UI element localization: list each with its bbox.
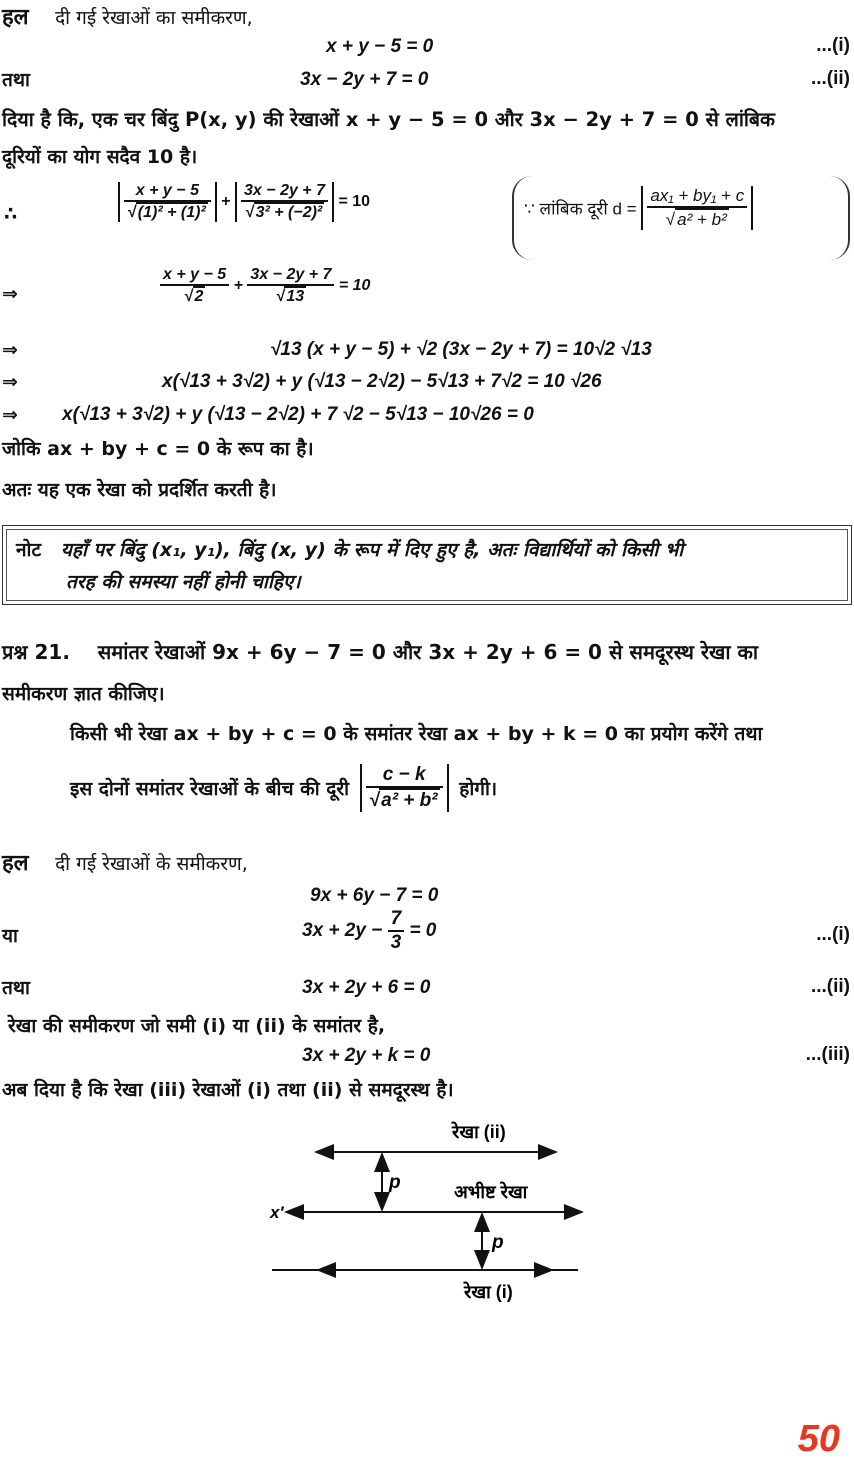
- tip-numerator: c − k: [366, 764, 443, 788]
- frac2-denominator: 3² + (−2)²: [255, 204, 323, 221]
- step-2: √13 (x + y − 5) + √2 (3x − 2y + 7) = 10√2 √13: [270, 339, 652, 360]
- abs-fraction-2: $\frac{3x - 2y + 7}{\text{√ 3² + (−2)²}}$: [235, 182, 334, 222]
- equation-3: 3x + 2y + k = 0: [302, 1045, 431, 1066]
- eq1-denominator: 3: [390, 932, 402, 953]
- x-prime-label: x′: [270, 1203, 284, 1222]
- equation-1-tag: ...(i): [816, 35, 850, 56]
- tip-text-b: होगी।: [459, 778, 498, 800]
- step1-numerator-2: 3x − 2y + 7: [247, 266, 334, 286]
- frac2-numerator: 3x − 2y + 7: [241, 182, 328, 202]
- equation-2-tag: ...(ii): [810, 68, 850, 89]
- hint-content: [524, 186, 753, 230]
- ya-label: या: [2, 925, 18, 947]
- question-21-line-1: [2, 640, 758, 664]
- implies-4: ⇒: [2, 404, 18, 426]
- implies-1: ⇒: [2, 283, 18, 305]
- tip-abs-fraction: $\frac{c - k}{\text{√ a² + b²}}$: [360, 764, 449, 812]
- hint-abs-fraction: $\frac{\text{ax₁ + by₁ + c}}{\text{√ a² + b²}}$: [641, 186, 753, 230]
- therefore-symbol: ∴: [4, 203, 18, 225]
- note-line-1: [16, 538, 683, 562]
- note-label: नोट: [16, 539, 42, 561]
- tatha-label: तथा: [2, 69, 30, 91]
- tip-denominator: a² + b²: [381, 790, 438, 811]
- equation-2b-tag: ...(ii): [810, 976, 850, 997]
- question-text-1: समांतर रेखाओं 9x + 6y − 7 = 0 और 3x + 2y + 6 = 0 से समदूरस्थ रेखा का: [97, 640, 759, 664]
- required-line-label: अभीष्ट रेखा: [454, 1182, 528, 1202]
- question-text-2: समीकरण ज्ञात कीजिए।: [2, 683, 165, 705]
- equation-1b-tag: ...(i): [816, 924, 850, 945]
- frac1-numerator: x + y − 5: [124, 182, 211, 202]
- sol1-heading-line: [2, 6, 253, 30]
- tip-line-1: किसी भी रेखा ax + by + c = 0 के समांतर रेखा ax + by + k = 0 का प्रयोग करेंगे तथा: [70, 723, 763, 745]
- equation-0: 9x + 6y − 7 = 0: [310, 885, 439, 906]
- note-text-2: तरह की समस्या नहीं होनी चाहिए।: [66, 571, 301, 593]
- solution-heading: हल: [2, 5, 29, 30]
- line-i-label: रेखा (i): [464, 1282, 513, 1302]
- abs-fraction-1: $\frac{x + y - 5}{\text{√ (1)² + (1)²}}$: [118, 182, 217, 222]
- solution-heading: हल: [2, 851, 29, 876]
- hint-numerator: ax₁ + by₁ + c: [647, 186, 747, 208]
- eq1-left: 3x + 2y −: [302, 920, 383, 941]
- sol2-heading-line: [2, 852, 248, 876]
- step1-denominator-1: 2: [194, 288, 204, 305]
- implies-2: ⇒: [2, 339, 18, 361]
- eq1-right: = 0: [409, 920, 437, 941]
- equation-3-tag: ...(iii): [805, 1044, 850, 1065]
- p-label-upper: p: [389, 1172, 401, 1193]
- frac1-denominator: (1)² + (1)²: [137, 204, 206, 221]
- implies-3: ⇒: [2, 371, 18, 393]
- tatha-label-2: तथा: [2, 977, 30, 999]
- step1-rhs: = 10: [338, 277, 371, 294]
- equidistant-given: अब दिया है कि रेखा (iii) रेखाओं (i) तथा (ii) से समदूरस्थ है।: [2, 1079, 454, 1101]
- tip-text-a: इस दोनों समांतर रेखाओं के बीच की दूरी: [70, 778, 350, 800]
- p-label-lower: p: [492, 1232, 504, 1253]
- equation-2: 3x − 2y + 7 = 0: [300, 69, 429, 90]
- step1-denominator-2: 13: [286, 288, 305, 305]
- hint-denominator: a² + b²: [677, 210, 727, 229]
- tip-line-2: [70, 764, 497, 812]
- eq1-numerator: 7: [388, 908, 405, 932]
- equation-2b: 3x + 2y + 6 = 0: [302, 977, 431, 998]
- distance-sum-equation: [118, 182, 370, 222]
- note-text-1: यहाँ पर बिंदु (x₁, y₁), बिंदु (x, y) के रूप में दिए हुए है, अतः विद्यार्थियों को किसी भी: [60, 539, 684, 561]
- page-number: 50: [797, 1418, 840, 1460]
- step1-numerator-1: x + y − 5: [160, 266, 229, 286]
- step-3: x(√13 + 3√2) + y (√13 − 2√2) − 5√13 + 7√2 = 10 √26: [162, 371, 602, 392]
- parallel-line-text: रेखा की समीकरण जो समी (i) या (ii) के समांतर है,: [8, 1015, 386, 1037]
- line-ii-label: रेखा (ii): [452, 1122, 506, 1142]
- parallel-lines-diagram: [0, 1110, 854, 1330]
- step-1: $\frac{x + y - 5}{√ 2}$ + $\frac{3x - 2y + 7}{√ 13}$ = 10: [160, 266, 370, 306]
- equation-1: x + y − 5 = 0: [326, 36, 434, 57]
- intro-text: दी गई रेखाओं का समीकरण,: [55, 7, 253, 29]
- hint-label: ∵ लांबिक दूरी d =: [524, 199, 637, 219]
- given-line-1: दिया है कि, एक चर बिंदु P(x, y) की रेखाओं x + y − 5 = 0 और 3x − 2y + 7 = 0 से लांबिक: [2, 108, 776, 131]
- given-line-2: दूरियों का योग सदैव 10 है।: [2, 146, 198, 168]
- form-line: जोकि ax + by + c = 0 के रूप का है।: [2, 438, 314, 460]
- step-4: x(√13 + 3√2) + y (√13 − 2√2) + 7 √2 − 5√13 − 10√26 = 0: [62, 404, 534, 425]
- equation-rhs: = 10: [338, 193, 371, 210]
- conclusion-line: अतः यह एक रेखा को प्रदर्शित करती है।: [2, 479, 277, 501]
- equation-1b: [302, 908, 436, 954]
- question-label: प्रश्न 21.: [2, 640, 70, 664]
- plus-sign: +: [221, 193, 231, 210]
- intro-text: दी गई रेखाओं के समीकरण,: [55, 853, 248, 875]
- plus-sign: +: [233, 277, 243, 294]
